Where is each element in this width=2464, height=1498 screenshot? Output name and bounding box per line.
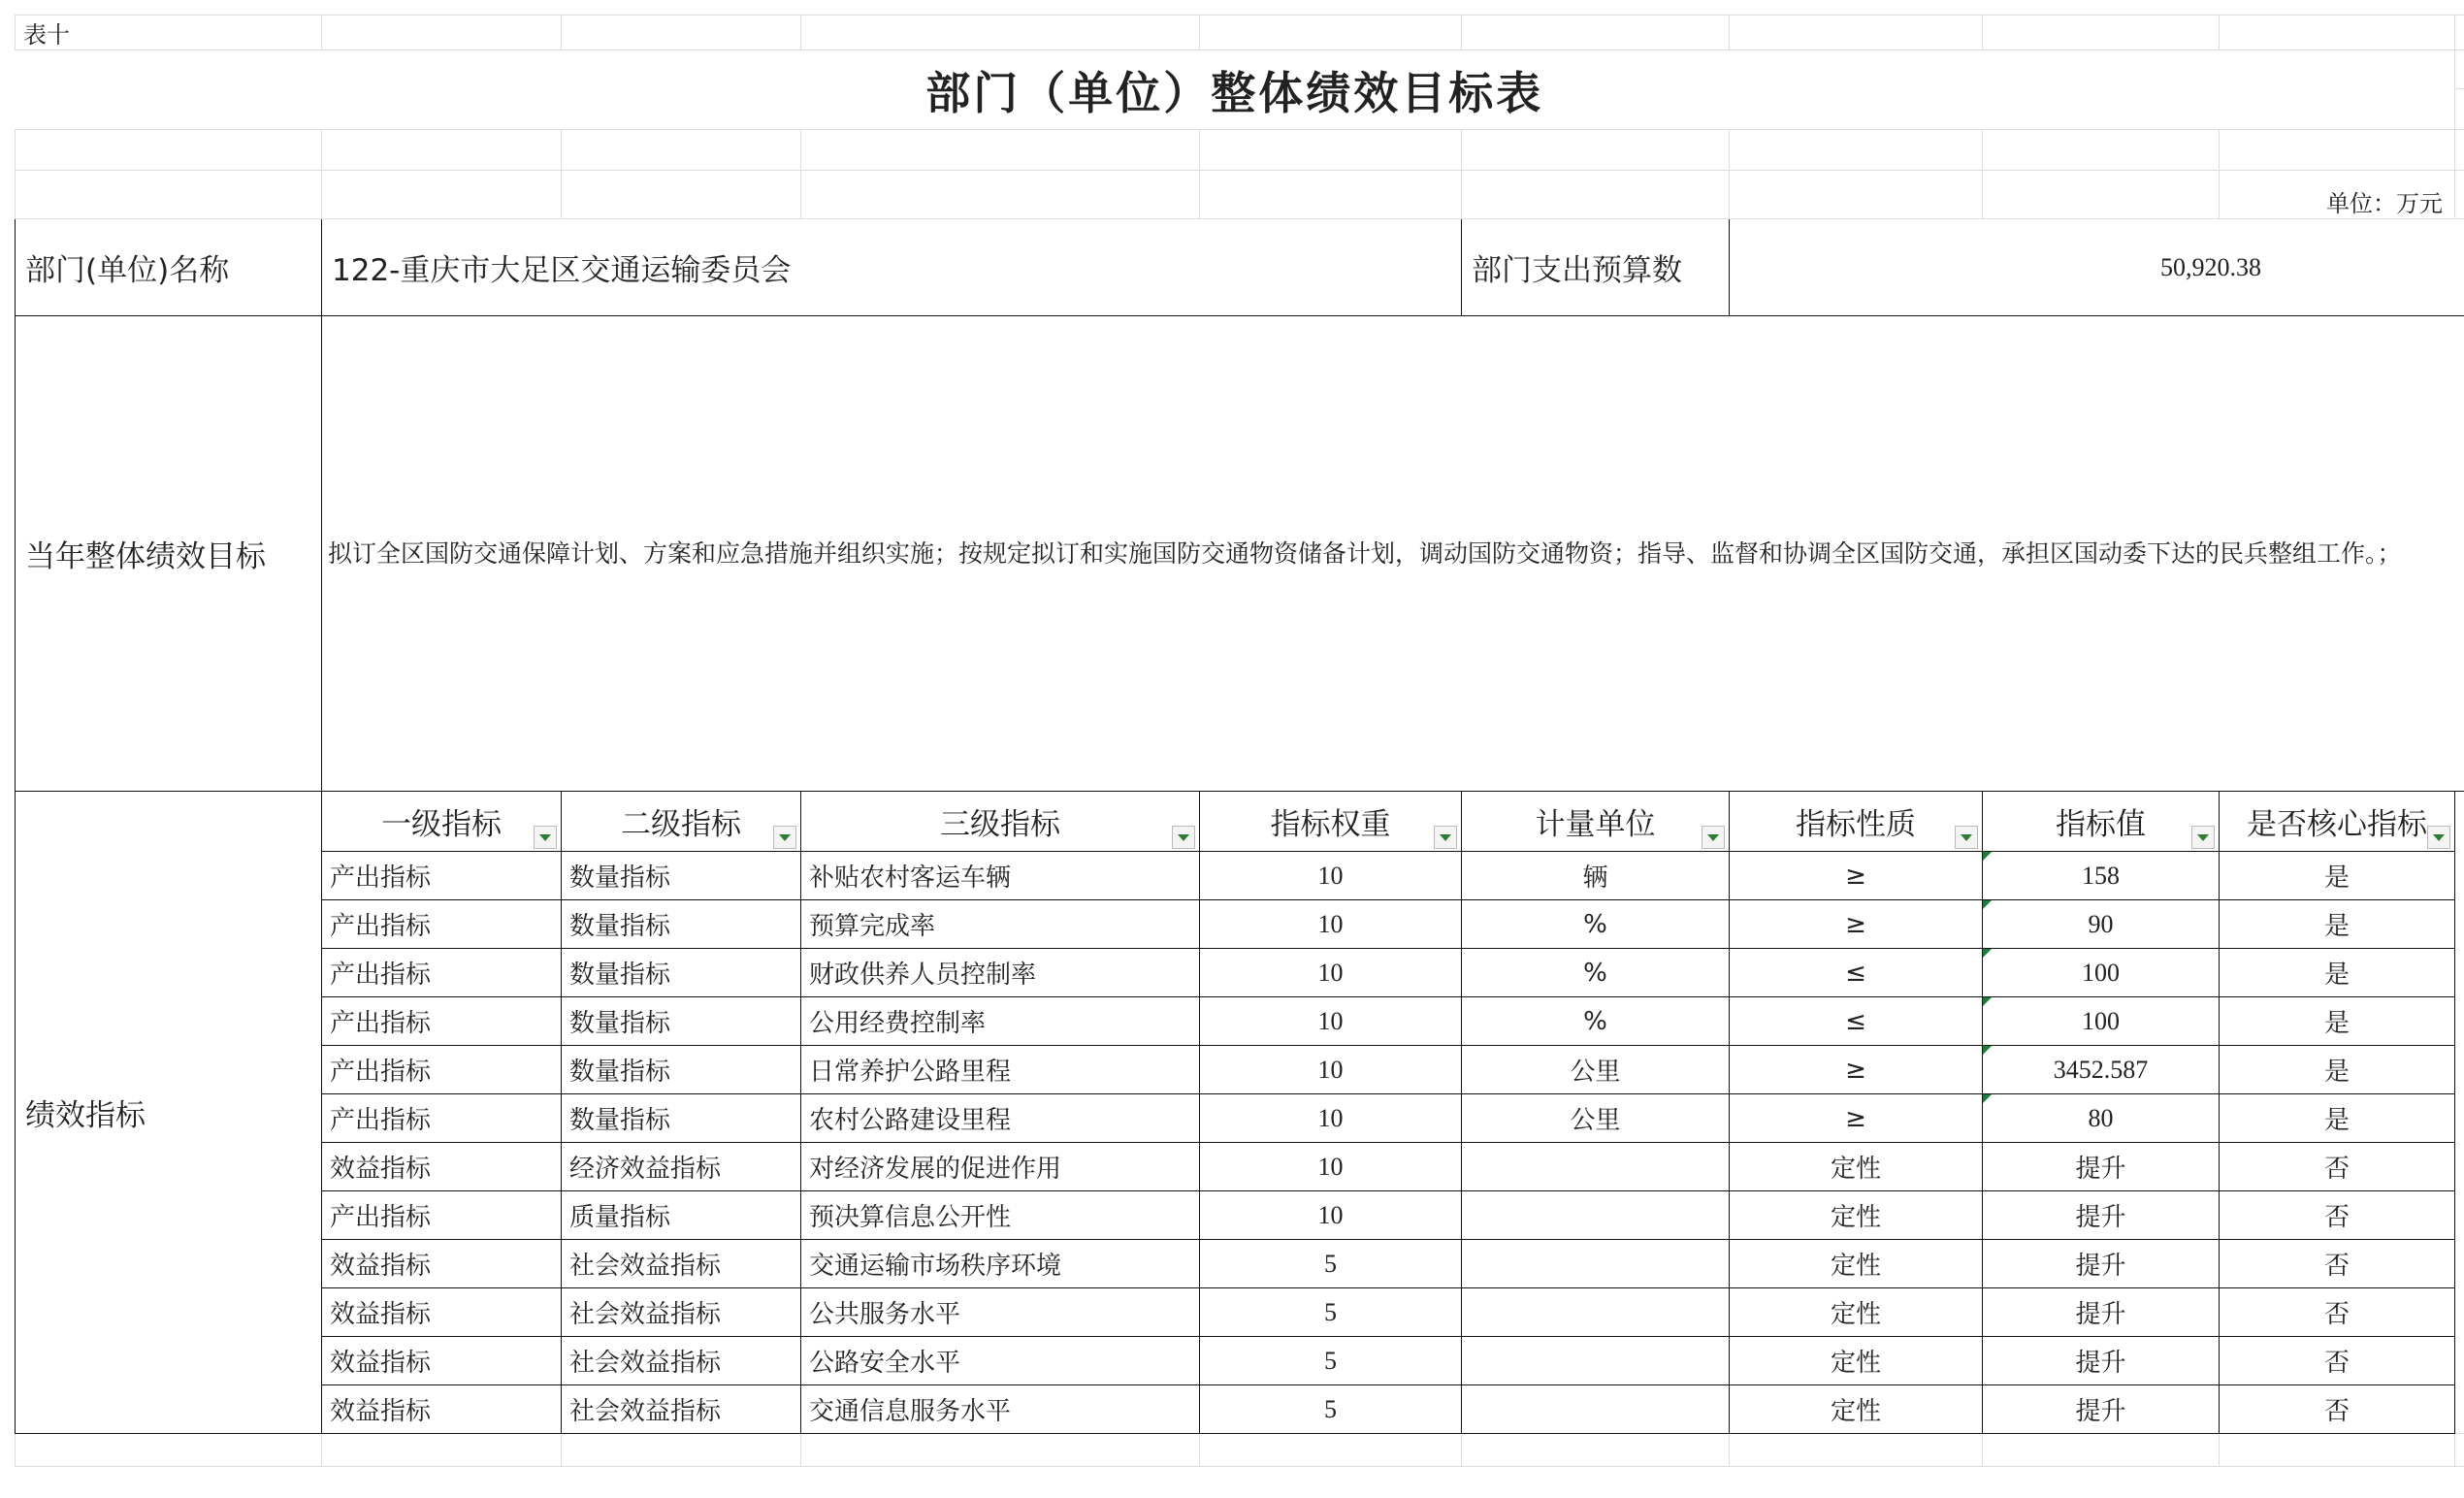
cell-l3[interactable]: 预算完成率	[801, 900, 1200, 949]
filter-dropdown-icon[interactable]	[2191, 826, 2215, 849]
cell-l3[interactable]: 日常养护公路里程	[801, 1046, 1200, 1094]
cell-nature[interactable]: 定性	[1730, 1143, 1983, 1191]
perf-label: 绩效指标	[16, 792, 322, 1434]
header-col-unit	[1462, 792, 1730, 852]
header-col-weight	[1200, 792, 1462, 852]
table-number: 表十	[16, 16, 322, 50]
cell-weight[interactable]: 10	[1200, 1094, 1462, 1143]
cell-l1[interactable]: 产出指标	[322, 1094, 562, 1143]
cell-unit[interactable]: %	[1462, 949, 1730, 997]
filter-dropdown-icon[interactable]	[1172, 826, 1195, 849]
cell-l3[interactable]: 对经济发展的促进作用	[801, 1143, 1200, 1191]
cell-unit[interactable]: 辆	[1462, 852, 1730, 900]
cell-value[interactable]: 80	[1983, 1094, 2220, 1143]
cell-l3[interactable]: 预决算信息公开性	[801, 1191, 1200, 1240]
cell-unit[interactable]: 公里	[1462, 1046, 1730, 1094]
header-label: 三级指标	[940, 807, 1060, 842]
cell-weight[interactable]: 10	[1200, 1191, 1462, 1240]
cell-core[interactable]: 否	[2220, 1288, 2455, 1337]
cell-weight[interactable]: 10	[1200, 949, 1462, 997]
cell-unit[interactable]: %	[1462, 900, 1730, 949]
cell-nature[interactable]: ≥	[1730, 852, 1983, 900]
cell-value[interactable]: 100	[1983, 949, 2220, 997]
header-col-l3	[801, 792, 1200, 852]
cell-unit[interactable]	[1462, 1240, 1730, 1288]
cell-core[interactable]: 否	[2220, 1337, 2455, 1385]
cell-l1[interactable]: 产出指标	[322, 852, 562, 900]
cell-l3[interactable]: 补贴农村客运车辆	[801, 852, 1200, 900]
cell-nature[interactable]: ≥	[1730, 900, 1983, 949]
cell-nature[interactable]: 定性	[1730, 1191, 1983, 1240]
cell-value[interactable]: 100	[1983, 997, 2220, 1046]
cell-l2[interactable]: 经济效益指标	[562, 1143, 801, 1191]
cell-l2[interactable]: 数量指标	[562, 1094, 801, 1143]
budget-label: 部门支出预算数	[1462, 219, 1730, 316]
cell-weight[interactable]: 10	[1200, 900, 1462, 949]
unit-note: 单位：万元	[2220, 171, 2455, 219]
table-row	[16, 949, 2464, 997]
header-label: 计量单位	[1535, 807, 1656, 842]
cell-value[interactable]: 提升	[1983, 1240, 2220, 1288]
cell-weight[interactable]: 10	[1200, 1143, 1462, 1191]
cell-l1[interactable]: 效益指标	[322, 1337, 562, 1385]
cell-l1[interactable]: 效益指标	[322, 1385, 562, 1434]
cell-nature[interactable]: ≥	[1730, 1094, 1983, 1143]
cell-l3[interactable]: 公共服务水平	[801, 1288, 1200, 1337]
table-row	[16, 1191, 2464, 1240]
page-title: 部门（单位）整体绩效目标表	[925, 66, 1544, 119]
indicator-header-row	[16, 792, 2464, 852]
indicator-section	[16, 792, 2464, 1467]
performance-table	[15, 15, 2464, 1467]
table-row	[16, 1094, 2464, 1143]
cell-core[interactable]: 是	[2220, 1094, 2455, 1143]
cell-value[interactable]: 3452.587	[1983, 1046, 2220, 1094]
cell-unit[interactable]	[1462, 1337, 1730, 1385]
filter-dropdown-icon[interactable]	[1702, 826, 1725, 849]
table-row	[16, 1337, 2464, 1385]
filter-dropdown-icon[interactable]	[1434, 826, 1457, 849]
cell-value[interactable]: 提升	[1983, 1288, 2220, 1337]
cell-unit[interactable]	[1462, 1143, 1730, 1191]
cell-core[interactable]: 是	[2220, 949, 2455, 997]
cell-weight[interactable]: 5	[1200, 1385, 1462, 1434]
cell-nature[interactable]: 定性	[1730, 1240, 1983, 1288]
cell-value[interactable]: 90	[1983, 900, 2220, 949]
cell-l3[interactable]: 财政供养人员控制率	[801, 949, 1200, 997]
cell-core[interactable]: 否	[2220, 1191, 2455, 1240]
cell-value[interactable]: 提升	[1983, 1191, 2220, 1240]
cell-value[interactable]: 提升	[1983, 1337, 2220, 1385]
filter-dropdown-icon[interactable]	[1955, 826, 1978, 849]
cell-nature[interactable]: 定性	[1730, 1288, 1983, 1337]
table-row	[16, 1240, 2464, 1288]
cell-core[interactable]: 是	[2220, 852, 2455, 900]
cell-nature[interactable]: ≤	[1730, 949, 1983, 997]
cell-core[interactable]: 否	[2220, 1385, 2455, 1434]
header-col-l2	[562, 792, 801, 852]
cell-l2[interactable]: 社会效益指标	[562, 1385, 801, 1434]
cell-l2[interactable]: 数量指标	[562, 900, 801, 949]
cell-value[interactable]: 提升	[1983, 1143, 2220, 1191]
cell-l2[interactable]: 社会效益指标	[562, 1240, 801, 1288]
cell-l2[interactable]: 数量指标	[562, 852, 801, 900]
cell-unit[interactable]	[1462, 1288, 1730, 1337]
cell-l2[interactable]: 质量指标	[562, 1191, 801, 1240]
goal-text[interactable]: 拟订全区国防交通保障计划、方案和应急措施并组织实施；按规定拟订和实施国防交通物资储备计划，调动国防交通物资；指导、监督和协调全区国防交通，承担区国动委下达的民兵整组工作。；	[322, 316, 2464, 792]
cell-l1[interactable]: 产出指标	[322, 997, 562, 1046]
cell-core[interactable]: 否	[2220, 1240, 2455, 1288]
cell-l1[interactable]: 产出指标	[322, 1046, 562, 1094]
cell-l3[interactable]: 公用经费控制率	[801, 997, 1200, 1046]
cell-l2[interactable]: 数量指标	[562, 1046, 801, 1094]
cell-l1[interactable]: 产出指标	[322, 1191, 562, 1240]
cell-nature[interactable]: 定性	[1730, 1385, 1983, 1434]
budget-value[interactable]: 50,920.38	[1730, 219, 2464, 316]
table-row	[16, 1385, 2464, 1434]
filter-dropdown-icon[interactable]	[2427, 826, 2450, 849]
cell-core[interactable]: 是	[2220, 1046, 2455, 1094]
cell-l3[interactable]: 农村公路建设里程	[801, 1094, 1200, 1143]
table-row	[16, 1046, 2464, 1094]
goal-label: 当年整体绩效目标	[16, 316, 322, 792]
header-col-nature	[1730, 792, 1983, 852]
cell-l3[interactable]: 公路安全水平	[801, 1337, 1200, 1385]
cell-l1[interactable]: 效益指标	[322, 1240, 562, 1288]
table-row	[16, 1143, 2464, 1191]
cell-l1[interactable]: 产出指标	[322, 900, 562, 949]
header-col-l1	[322, 792, 562, 852]
cell-l3[interactable]: 交通信息服务水平	[801, 1385, 1200, 1434]
cell-weight[interactable]: 10	[1200, 852, 1462, 900]
cell-core[interactable]: 是	[2220, 997, 2455, 1046]
header-label: 一级指标	[381, 807, 502, 842]
cell-value[interactable]: 提升	[1983, 1385, 2220, 1434]
cell-nature[interactable]: ≤	[1730, 997, 1983, 1046]
cell-weight[interactable]: 5	[1200, 1240, 1462, 1288]
header-label: 指标性质	[1796, 807, 1916, 842]
table-row	[16, 900, 2464, 949]
header-label: 是否核心指标	[2247, 807, 2427, 842]
table-row	[16, 852, 2464, 900]
header-label: 二级指标	[621, 807, 741, 842]
cell-l3[interactable]: 交通运输市场秩序环境	[801, 1240, 1200, 1288]
header-col-core	[2220, 792, 2455, 852]
cell-weight[interactable]: 5	[1200, 1337, 1462, 1385]
cell-nature[interactable]: 定性	[1730, 1337, 1983, 1385]
header-label: 指标权重	[1270, 807, 1391, 842]
cell-value[interactable]: 158	[1983, 852, 2220, 900]
table-row	[16, 1288, 2464, 1337]
cell-l2[interactable]: 数量指标	[562, 949, 801, 997]
cell-nature[interactable]: ≥	[1730, 1046, 1983, 1094]
header-label: 指标值	[2056, 807, 2146, 842]
cell-l1[interactable]: 效益指标	[322, 1143, 562, 1191]
filter-dropdown-icon[interactable]	[773, 826, 796, 849]
cell-weight[interactable]: 10	[1200, 997, 1462, 1046]
dept-name-label: 部门(单位)名称	[16, 219, 322, 316]
header-col-value	[1983, 792, 2220, 852]
cell-unit[interactable]: %	[1462, 997, 1730, 1046]
table-row	[16, 997, 2464, 1046]
filter-dropdown-icon[interactable]	[534, 826, 557, 849]
cell-unit[interactable]: 公里	[1462, 1094, 1730, 1143]
dept-name-value[interactable]: 122-重庆市大足区交通运输委员会	[322, 219, 1462, 316]
cell-l2[interactable]: 社会效益指标	[562, 1288, 801, 1337]
cell-weight[interactable]: 5	[1200, 1288, 1462, 1337]
cell-core[interactable]: 否	[2220, 1143, 2455, 1191]
cell-l1[interactable]: 产出指标	[322, 949, 562, 997]
cell-unit[interactable]	[1462, 1191, 1730, 1240]
cell-l1[interactable]: 效益指标	[322, 1288, 562, 1337]
cell-l2[interactable]: 社会效益指标	[562, 1337, 801, 1385]
cell-unit[interactable]	[1462, 1385, 1730, 1434]
cell-weight[interactable]: 10	[1200, 1046, 1462, 1094]
cell-core[interactable]: 是	[2220, 900, 2455, 949]
cell-l2[interactable]: 数量指标	[562, 997, 801, 1046]
